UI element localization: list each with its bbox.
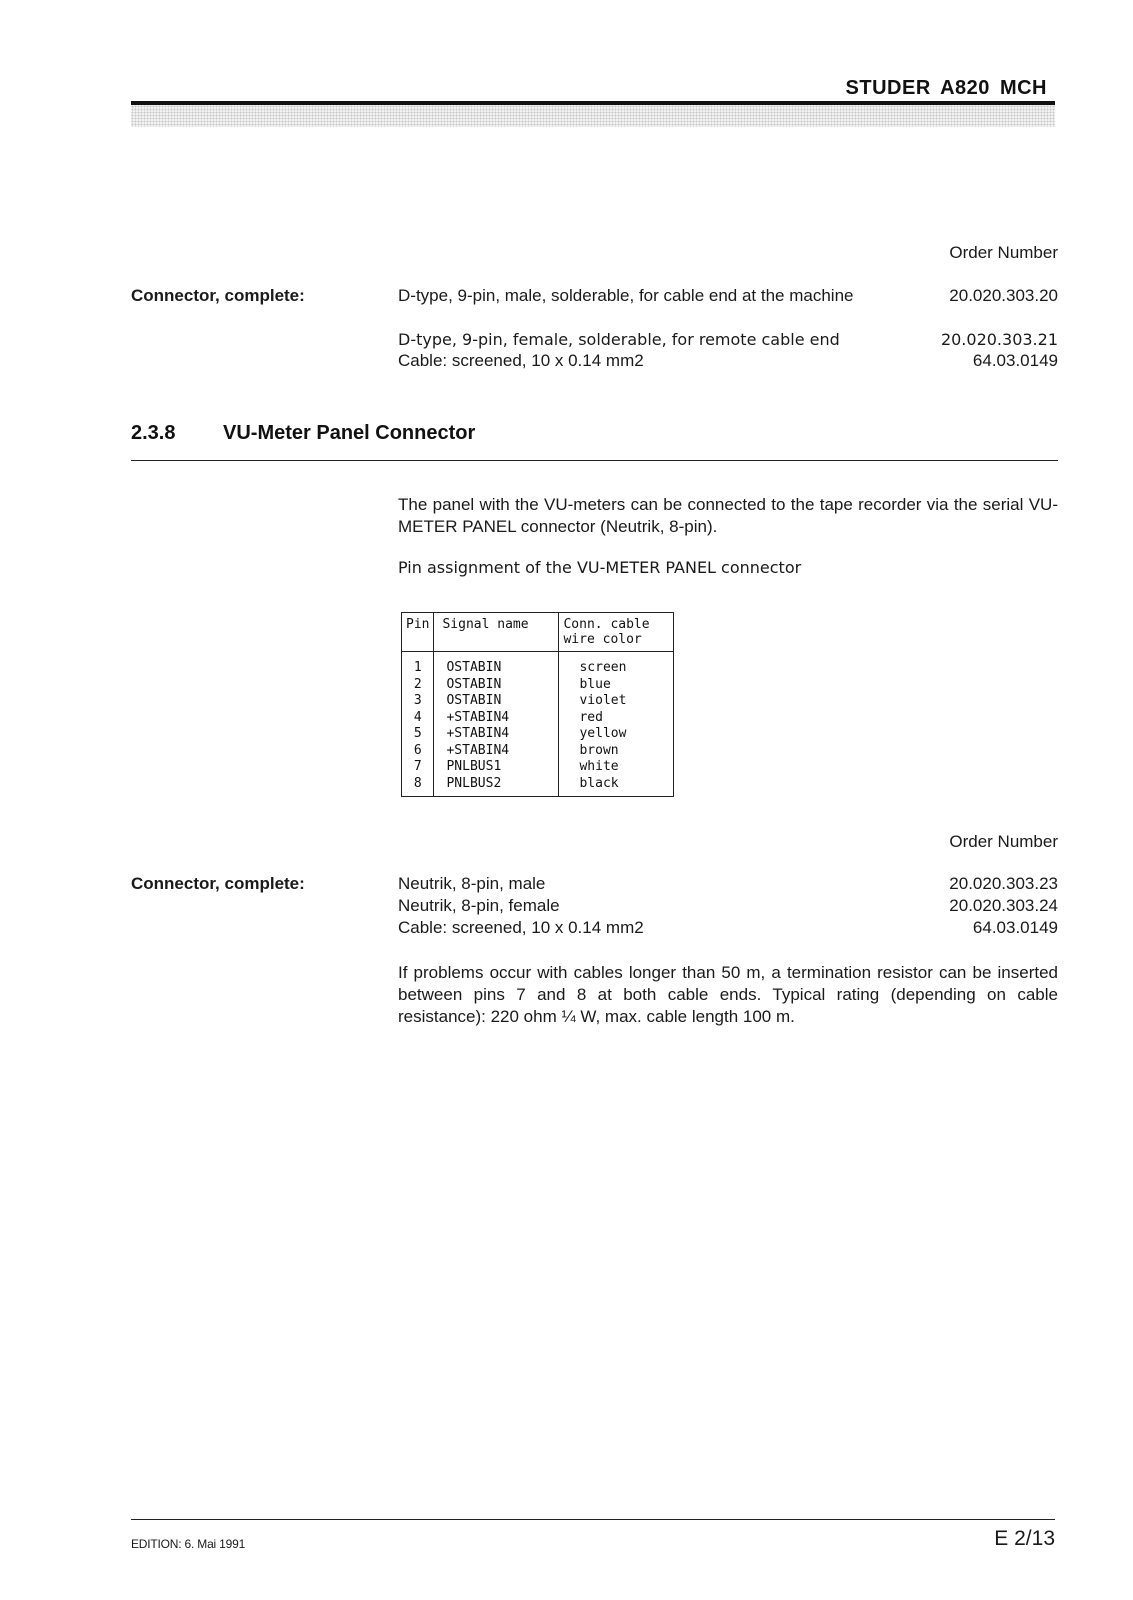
document-brand-title: STUDER A820 MCH — [845, 77, 1047, 99]
signal-cell: PNLBUS1 — [434, 759, 559, 776]
section-heading — [131, 422, 475, 445]
table-row — [402, 776, 674, 797]
section-intro: The panel with the VU-meters can be connected to the tape recorder via the serial VU-METER PANEL connector (Neutrik, 8-pin). — [398, 495, 1058, 536]
wire-cell: white — [559, 759, 674, 776]
connector2-item-3-order: 64.03.0149 — [972, 918, 1058, 937]
header-wire-line1: Conn. cable — [563, 617, 650, 632]
signal-cell: OSTABIN — [434, 693, 559, 710]
termination-note: If problems occur with cables longer than 50 m, a termination resistor can be inserted between pins 7 and 8 at both cable ends. Typical rating (depending on cable resistance): 220 ohm ¼ W, max. cable length 100 m. — [398, 963, 1058, 1026]
footer-rule — [131, 1519, 1055, 1520]
signal-cell: OSTABIN — [434, 677, 559, 694]
footer-page-number: E 2/13 — [994, 1527, 1055, 1550]
connector1-item-2-text: D-type, 9-pin, female, solderable, for remote cable end — [398, 330, 840, 349]
pin-cell: 1 — [402, 652, 434, 677]
connector2-item-1-text: Neutrik, 8-pin, male — [398, 874, 546, 893]
wire-cell: black — [559, 776, 674, 797]
pin-cell: 4 — [402, 710, 434, 727]
connector1-item-1-order: 20.020.303.20 — [949, 286, 1058, 305]
section-title: VU-Meter Panel Connector — [223, 422, 476, 444]
signal-cell: PNLBUS2 — [434, 776, 559, 797]
section-rule — [131, 460, 1058, 461]
table-row — [402, 726, 674, 743]
section-number: 2.3.8 — [131, 422, 176, 444]
header-pin: Pin — [402, 613, 434, 652]
pin-cell: 7 — [402, 759, 434, 776]
connector2-item-2-text: Neutrik, 8-pin, female — [398, 896, 560, 915]
connector1-item-3-text: Cable: screened, 10 x 0.14 mm2 — [398, 351, 644, 370]
connector-label-2: Connector, complete: — [131, 874, 305, 893]
wire-cell: violet — [559, 693, 674, 710]
signal-cell: +STABIN4 — [434, 743, 559, 760]
pin-cell: 6 — [402, 743, 434, 760]
connector2-item-3-text: Cable: screened, 10 x 0.14 mm2 — [398, 918, 644, 937]
signal-cell: OSTABIN — [434, 652, 559, 677]
wire-cell: yellow — [559, 726, 674, 743]
table-row — [402, 693, 674, 710]
pin-assignment-table — [401, 612, 674, 797]
table-row — [402, 677, 674, 694]
wire-cell: screen — [559, 652, 674, 677]
wire-cell: blue — [559, 677, 674, 694]
connector-label-1: Connector, complete: — [131, 286, 305, 305]
wire-cell: red — [559, 710, 674, 727]
header-wire — [559, 613, 674, 652]
pin-cell: 8 — [402, 776, 434, 797]
signal-cell: +STABIN4 — [434, 710, 559, 727]
table-row — [402, 652, 674, 677]
wire-cell: brown — [559, 743, 674, 760]
order-number-heading-2: Order Number — [949, 832, 1058, 851]
table-row — [402, 710, 674, 727]
header-screen-band — [131, 105, 1055, 127]
footer-edition: EDITION: 6. Mai 1991 — [131, 1537, 246, 1551]
table-row — [402, 759, 674, 776]
connector1-item-1-text: D-type, 9-pin, male, solderable, for cable end at the machine — [398, 286, 854, 305]
header-wire-line2: wire color — [563, 632, 642, 647]
signal-cell: +STABIN4 — [434, 726, 559, 743]
pin-cell: 5 — [402, 726, 434, 743]
pin-cell: 2 — [402, 677, 434, 694]
table-caption: Pin assignment of the VU-METER PANEL connector — [398, 558, 802, 577]
connector2-item-1-order: 20.020.303.23 — [949, 874, 1058, 893]
connector1-item-2-order: 20.020.303.21 — [940, 330, 1058, 349]
order-number-heading-1: Order Number — [949, 243, 1058, 262]
header-signal: Signal name — [434, 613, 559, 652]
pin-cell: 3 — [402, 693, 434, 710]
connector1-item-3-order: 64.03.0149 — [972, 351, 1058, 370]
connector2-item-2-order: 20.020.303.24 — [949, 896, 1058, 915]
table-row — [402, 743, 674, 760]
